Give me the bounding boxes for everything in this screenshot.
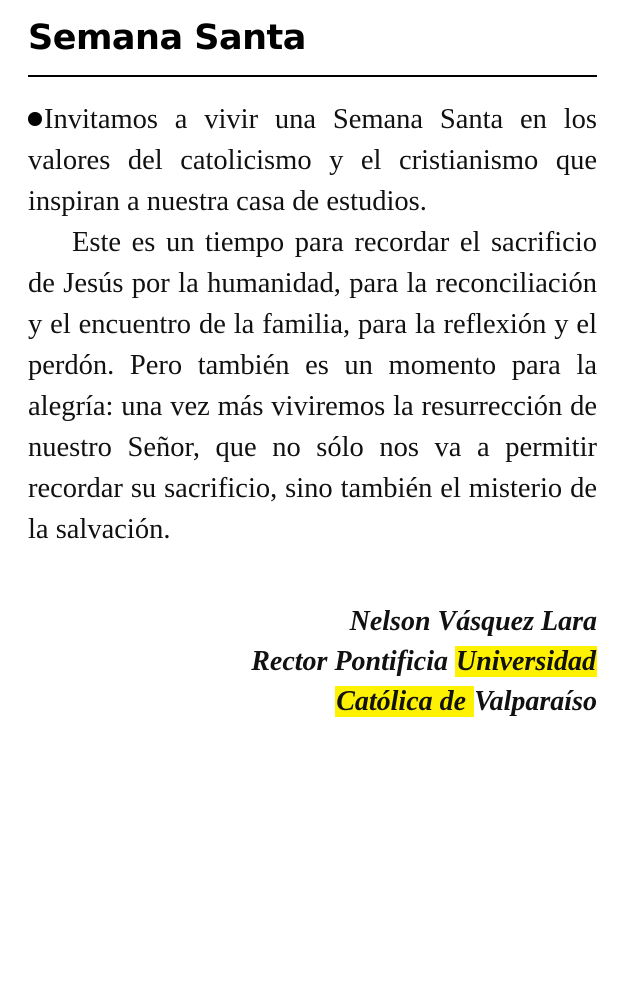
signature-title-plain-2: Valparaíso — [474, 685, 597, 717]
paragraph-first-text: Invitamos a vivir una Semana Santa en los valores del catolicismo y el cristianismo que inspiran a nuestra casa de estudios. — [28, 103, 597, 217]
bullet-icon — [28, 112, 42, 126]
signature-title-plain-1: Rector Pontificia — [251, 645, 455, 677]
signature-title-line-1 — [28, 642, 597, 682]
page-title: Semana Santa — [28, 18, 306, 58]
paragraph-first — [28, 99, 597, 222]
signature-title-line-2 — [28, 682, 597, 722]
paragraph-second: Este es un tiempo para recordar el sacrificio de Jesús por la humanidad, para la reconciliación y el encuentro de la familia, para la reflexión y el perdón. Pero también es un momento para la alegría: una vez más viviremos la resurrección de nuestro Señor, que no sólo nos va a permitir recordar su sacrificio, sino también el misterio de la salvación. — [28, 226, 597, 546]
signature-highlight-2: Católica de — [336, 685, 474, 717]
signature-block — [28, 602, 597, 721]
header-divider — [28, 75, 597, 77]
article-body — [28, 99, 597, 550]
signature-name: Nelson Vásquez Lara — [349, 606, 597, 638]
signature-highlight-1: Universidad — [456, 645, 596, 677]
